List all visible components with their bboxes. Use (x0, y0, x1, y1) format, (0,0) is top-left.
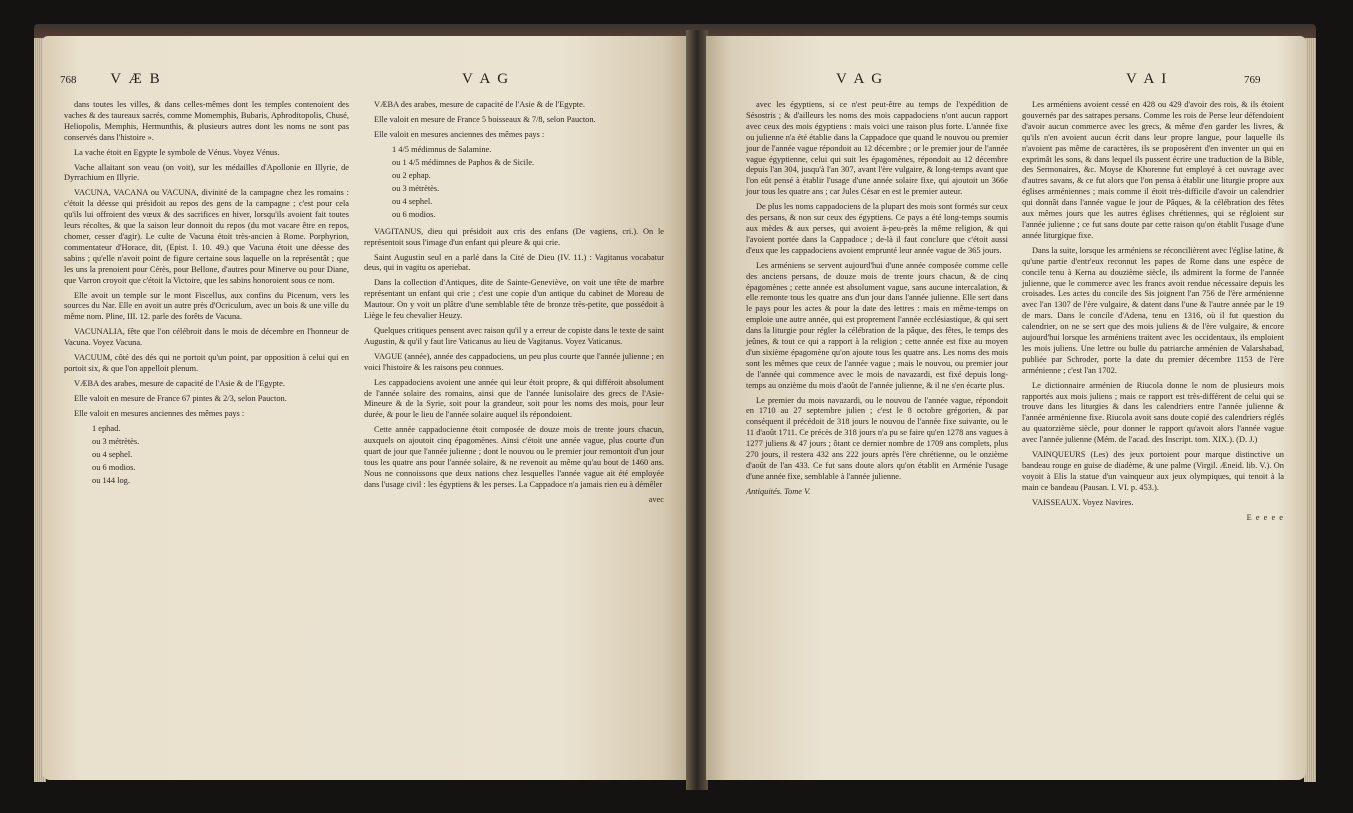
paragraph: Les cappadociens avoient une année qui leur étoit propre, & qui différoit absolument de l'année solaire des romains, ainsi que de l'année lunisolaire des grecs de l'Asie-Mineure & de la Syrie, soit pour la grandeur, soit pour les noms des mois, pour leur durée, & pour le lieu de l'année solaire auquel ils répondoient. (364, 377, 664, 420)
measure-list (392, 145, 664, 223)
paragraph: La vache étoit en Egypte le symbole de Vénus. Voyez Vénus. (74, 147, 280, 157)
signature-mark: E e e e e (1246, 512, 1284, 522)
paragraph: dans toutes les villes, & dans celles-mêmes dont les temples contenoient des vaches & des taureaux sacrés, comme Momemphis, Bubaris, Aphroditopolis, Chusé, Heliopolis, Memphis, Hermunthis, & plusieurs autres dont les noms ne sont pas conservés dans l'histoire ». (64, 100, 349, 142)
paragraph: Cette année cappadocienne étoit composée de douze mois de trente jours chacun, auxquels on ajoutoit cinq épagomènes. Ainsi c'étoit une année vague, plus courte d'un quart de jour que l'année julienne ; dont le nouvou ou le premier jour remontoit d'un jour tous les quatre ans pour l'année solaire, & ne revenoit au même qu'au bout de 1460 ans. Nous ne connoissons que deux nations chez lesquelles l'année vague ait été employée dans l'usage civil : les égyptiens & les perses. La Cappadoce n'a jamais rien eu à démêler (364, 425, 664, 489)
left-page-header (60, 71, 162, 87)
running-head-right-b: V A I (1126, 71, 1169, 87)
paragraph: De plus les noms cappadociens de la plupart des mois sont formés sur ceux des persans, & non sur ceux des égyptiens. Ce pays a été long-temps soumis aux mèdes & aux perses, qui avoient à-peu-près la même religion, & qui l'avoient portée dans la Cappadoce ; de-là il faut conclure que c'étoit aussi d'eux que les cappadociens avoient emprunté leur année vague de 365 jours. (746, 202, 1008, 255)
page-number-right: 769 (1243, 74, 1261, 86)
measure-item: ou 144 log. (92, 475, 130, 485)
entry-vaisseaux: VAISSEAUX. Voyez Navires. (1032, 497, 1134, 507)
measure-list (92, 424, 349, 489)
entry-vaeba: VÆBA des arabes, mesure de capacité de l'Asie & de l'Egypte. (74, 378, 285, 388)
paragraph: Le premier du mois navazardi, ou le nouvou de l'année vague, répondoit en 1710 au 27 septembre julien ; c'est le 8 octobre grégorien, & par conséquent il précédoit de 318 jours le nouvou de l'année fixe suivante, ou le 11 d'août 1711. Ce précès de 318 jours n'a pu se faire qu'en 1278 ans vagues à 1277 juliens & 47 jours ; ôtant ce dernier nombre de 1709 ans complets, plus 270 jours, il restera 432 ans 222 jours après l'ère chrétienne, ou le onzième d'août de l'an 433. Ce fut sans doute alors qu'on établit en Arménie l'usage d'une année fixe, semblable à l'année julienne. (746, 395, 1008, 481)
measure-item: ou 6 modios. (392, 209, 436, 219)
right-page (706, 36, 1306, 780)
right-page-column-2 (1022, 100, 1284, 524)
measure-item: ou 3 métrètès. (92, 436, 140, 446)
running-head-right-a: V A G (836, 71, 885, 87)
measure-item: 1 4/5 médimnus de Salamine. (392, 144, 492, 154)
book-gutter (686, 30, 708, 790)
measure-item: ou 2 ephap. (392, 170, 431, 180)
entry-vainqueurs: VAINQUEURS (Les) des jeux portoient pour marque distinctive un bandeau rouge en guise de diadème, & une palme (Virgil. Æneid. lib. V.). On voyoit à Elis la statue d'un vainqueur aux jeux olympiques, qui tenoit à la main ce bandeau (Pausan. I. VI. p. 453.). (1022, 450, 1284, 492)
paragraph: Elle valoit en mesures anciennes des mêmes pays : (374, 129, 545, 139)
footer-volume: Antiquités. Tome V. (746, 486, 811, 496)
paragraph: Elle valoit en mesure de France 67 pintes & 2/3, selon Paucton. (74, 393, 287, 403)
paragraph: Dans la suite, lorsque les arméniens se réconcilièrent avec l'église latine, & qu'une partie d'entr'eux reconnut les papes de Rome dans une espèce de concile tenu à Kerna au douzième siècle, ils admirent la forme de l'année julienne, que le commerce avec les francs avoit rendue nécessaire depuis les croisades. Les actes du concile des Sis joignent l'an 756 de l'ère arménienne avec l'an 1307 de l'ère vulgaire, & datent dans l'une & l'autre année par le 19 de mars. Dans le concile d'Adena, tenu en 1316, où il fut question du calendrier, on ne se sert que des mois juliens & de l'ère vulgaire, & encore aujourd'hui lorsque les arméniens traitent avec les occidentaux, ils emploient les mois juliens. Une lettre ou bulle du patriarche arménien de Valarshabad, publiée par Schroder, porte la date du premier décembre 1153 de l'ère arménienne ; c'est l'an 1702. (1022, 245, 1284, 375)
entry-vagitanus: VAGITANUS, dieu qui présidoit aux cris des enfans (De vagiens, cri.). On le représentoit sous l'image d'un enfant qui pleure & qui crie. (364, 226, 664, 247)
running-head-left-a: V Æ B (110, 71, 162, 87)
measure-item: ou 6 modios. (92, 462, 136, 472)
measure-item: ou 4 sephel. (92, 449, 133, 459)
measure-item: ou 4 sephel. (392, 196, 433, 206)
left-page (42, 36, 688, 780)
paragraph: Saint Augustin seul en a parlé dans la Cité de Dieu (IV. 11.) : Vagitanus vocabatur deus, qui in vagitu os aperiebat. (364, 252, 664, 273)
entry-vaeba: VÆBA des arabes, mesure de capacité de l'Asie & de l'Egypte. (374, 100, 585, 109)
entry-vacunalia: VACUNALIA, fête que l'on célébroit dans le mois de décembre en l'honneur de Vacuna. Voyez Vacuna. (64, 327, 349, 348)
entry-vacuum: VACUUM, côté des dés qui ne portoit qu'un point, par opposition à celui qui en portoit six, & que l'on appelloit plenum. (64, 353, 349, 373)
open-book (34, 8, 1316, 808)
measure-item: ou 1 4/5 médimnes de Paphos & de Sicile. (392, 157, 535, 167)
left-page-column-1 (64, 100, 349, 493)
paragraph: Dans la collection d'Antiques, dite de Sainte-Geneviève, on voit une tête de marbre représentant un enfant qui crie ; c'est une copie d'un antique du cabinet de Moreau de Mautour. On y voit un plâtre d'une semblable tête de bronze très-petite, que possédoit à Liège le feu chevalier Heuzy. (364, 278, 664, 321)
measure-item: 1 ephad. (92, 423, 121, 433)
right-page-column-1 (746, 100, 1008, 498)
paragraph: Les arméniens avoient cessé en 428 ou 429 d'avoir des rois, & ils étoient gouvernés par des satrapes persans. Comme les rois de Perse leur défendoient d'avoir aucun commerce avec les grecs, & même d'en garder les livres, & qu'ils n'en avoient aucun écrit dans leur propre langue, pour laquelle ils n'avoient pas même de caractères, ils se proposèrent d'en inventer un qui en exprimât les sons, & dans lequel ils pussent écrire une traduction de la Bible, des Sermonaires, &c. Moyse de Khorenne fut employé à cet ouvrage avec d'autres savans, & ce fut alors que l'on pensa à établir une liturgie propre aux églises arméniennes ; mais comme il étoit très-difficile d'avoir un calendrier qui donnât dans l'année vague le jour de Pâques, & la célébration des fêtes aux mêmes jours que les autres églises chrétiennes, qui se régloient sur l'année julienne ; ce fut sans doute par cette raison qu'on établit l'usage d'une année liturgique fixe. (1022, 100, 1284, 240)
entry-vacuna: VACUNA, VACANA ou VACUNA, divinité de la campagne chez les romains : c'étoit la déesse qui présidoit au repos des gens de la campagne ; c'est pour cela qu'ils lui offroient des vœux & des sacrifices en hiver, lorsqu'ils avoient fait toutes leurs récoltes, & que la saison leur donnoit du repos (du mot vacare être en repos, chomer, cesser d'agir). Le culte de Vacuna étoit très-ancien à Rome. Porphyrion, commentateur d'Horace, dit, (Epist. I. 10. 49.) que Vacuna étoit une déesse des sabins ; qu'elle n'avoit point de figure certaine sous laquelle on la représentât ; que les uns la prenoient pour Cérès, pour Bellone, d'autres pour Minerve ou pour Diane, que Varron croyoit que c'étoit la Victoire, que les sabins honoroient sous ce nom. (64, 188, 349, 285)
paragraph: Les arméniens se servent aujourd'hui d'une année composée comme celle des anciens persans, de douze mois de trente jours chacun, & de cinq épagomènes ; cette année est absolument vague, sans aucune intercalation, & elle remonte tous les quatre ans d'un jour dans l'année julienne. Elle sert dans le pays pour les actes & pour la date des lettres : mais en même-temps on emploie une autre année, qui est proprement l'année ecclésiastique, & qui sert dans la liturgie pour régler la célébration de la pâque, des fêtes, le temps des jeûnes, & tout ce qui a rapport à la religion ; cette année est fixe au moyen d'un sixième épagomène qu'on ajoute tous les quatre ans. Les noms des mois sont les mêmes que ceux de l'année vague ; mais le nouvou, ou premier jour de l'année qui commence avec le mois de navazardi, est fixé depuis long-temps au onzième du mois d'août de l'année julienne, & il ne s'en écarte plus. (746, 260, 1008, 390)
paragraph: avec les égyptiens, si ce n'est peut-être au temps de l'expédition de Sésostris ; & d'ailleurs les noms des mois cappadociens n'ont aucun rapport avec ceux des mois égyptiens : mais voici une raison plus forte. L'année fixe ou julienne n'a été établie dans la Cappadoce que quand le nouvou ou premier jour de l'année vague répondoit au 12 décembre ; or le premier jour de l'année vague égyptienne, celui qui suit les épagomènes, répondoit au 12 décembre depuis l'an 304, jusqu'à l'an 307, avant l'ère vulgaire, & long-temps avant que l'on eût pensé à établir l'usage d'une année solaire fixe, qui ajoutoit un 366e jour tous les quatre ans ; car Jules César en est le premier auteur. (746, 100, 1008, 197)
paragraph: Vache allaitant son veau (on voit), sur les médailles d'Apollonie en Illyrie, de Dyrrachium en Illyrie. (64, 162, 349, 183)
paragraph: Elle avoit un temple sur le mont Fiscellus, aux confins du Picenum, vers les sources du Nar. Elle en avoit un autre près d'Ocriculum, avec un bois & une ville du même nom. Pline, III. 12. parle des forêts de Vacuna. (64, 290, 349, 322)
paragraph: Le dictionnaire arménien de Riucola donne le nom de plusieurs mois rapportés aux mois juliens ; mais ce rapport est très-différent de celui qui se trouve dans les liturgies & dans les calendriers entre l'année julienne & l'année arménienne fixe. Riucola avoit sans doute copié des calendriers réglés au quatorzième siècle, pour donner le rapport qu'avoit alors l'année vague avec l'année julienne (Mém. de l'acad. des Inscript. tom. XIX.). (D. J.) (1022, 380, 1284, 445)
left-page-column-2 (364, 100, 664, 506)
right-page-header (1126, 71, 1261, 87)
paragraph: Elle valoit en mesure de France 5 boisseaux & 7/8, selon Paucton. (374, 114, 596, 124)
page-number-left: 768 (60, 74, 77, 86)
measure-item: ou 3 métrètès. (392, 183, 440, 193)
running-head-left-b: V A G (462, 71, 511, 87)
entry-vague: VAGUE (année), année des cappadociens, un peu plus courte que l'année julienne ; en voici l'histoire & les raisons peu connues. (364, 351, 664, 372)
paragraph: Quelques critiques pensent avec raison qu'il y a erreur de copiste dans le texte de saint Augustin, & qu'il y faut lire Vaticanus au lieu de Vagitanus. Voyez Vaticanus. (364, 325, 664, 346)
paragraph: Elle valoit en mesures anciennes des mêmes pays : (74, 408, 245, 418)
catchword: avec (648, 494, 664, 504)
